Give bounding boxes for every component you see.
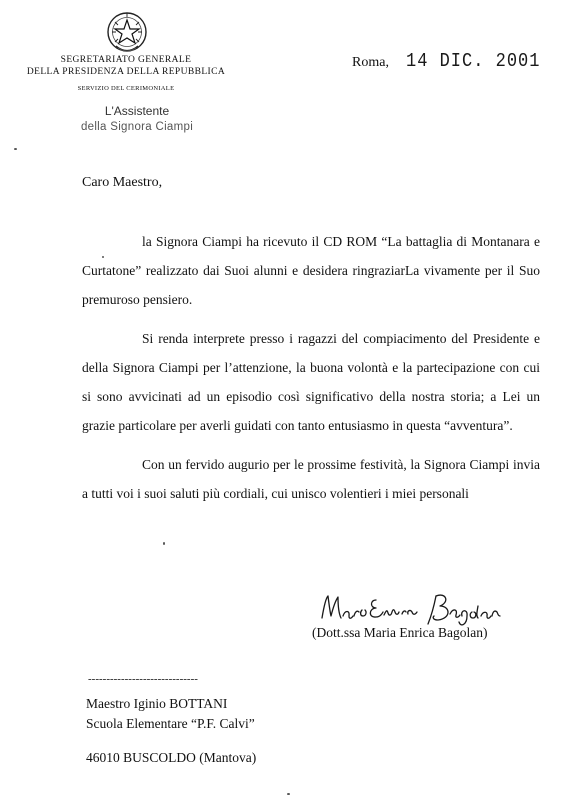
scan-speck: [102, 256, 104, 258]
handwritten-signature: [316, 588, 536, 630]
assistant-stamp: [62, 103, 212, 135]
stamp-line-1: L'Assistente: [104, 104, 170, 118]
letterhead-line-1: SEGRETARIATO GENERALE: [60, 55, 192, 65]
letterhead: [0, 54, 252, 93]
letter-body: [82, 227, 540, 518]
separator-line: ------------------------------: [88, 673, 198, 685]
date-place: Roma,: [352, 55, 389, 70]
recipient-line-3: 46010 BUSCOLDO (Mantova): [86, 750, 257, 765]
letterhead-line-2: DELLA PRESIDENZA DELLA REPUBBLICA: [26, 67, 226, 77]
paragraph-1: la Signora Ciampi ha ricevuto il CD ROM “La battaglia di Montanara e Curtatone” realizzato dai Suoi alunni e desidera ringraziarLa vivamente per il Suo premuroso pensiero.: [82, 234, 540, 307]
recipient-line-1: Maestro Iginio BOTTANI: [86, 696, 228, 711]
recipient-address: [86, 694, 256, 768]
recipient-line-2: Scuola Elementare “P.F. Calvi”: [86, 716, 255, 731]
stamp-line-2: della Signora Ciampi: [80, 121, 194, 133]
date-stamp: 14 DIC. 2001: [406, 51, 541, 73]
scan-speck: [163, 542, 165, 545]
salutation: Caro Maestro,: [82, 175, 163, 190]
letterhead-line-3: SERVIZIO DEL CERIMONIALE: [77, 85, 175, 92]
scan-speck: [287, 793, 290, 795]
paragraph-2: Si renda interprete presso i ragazzi del compiacimento del Presidente e della Signora Ciampi per l’attenzione, la buona volontà e la partecipazione con cui si sono avvicinati ad un episodio così significativo della nostra storia; a Lei un grazie particolare per averli guidati con tanto entusiasmo in questa “avventura”.: [82, 331, 540, 433]
typed-signature-name: (Dott.ssa Maria Enrica Bagolan): [312, 625, 488, 640]
scan-speck: [14, 148, 17, 150]
republic-emblem-icon: [106, 10, 148, 56]
paragraph-3: Con un fervido augurio per le prossime festività, la Signora Ciampi invia a tutti voi i suoi saluti più cordiali, cui unisco volentieri i miei personali: [82, 457, 540, 501]
